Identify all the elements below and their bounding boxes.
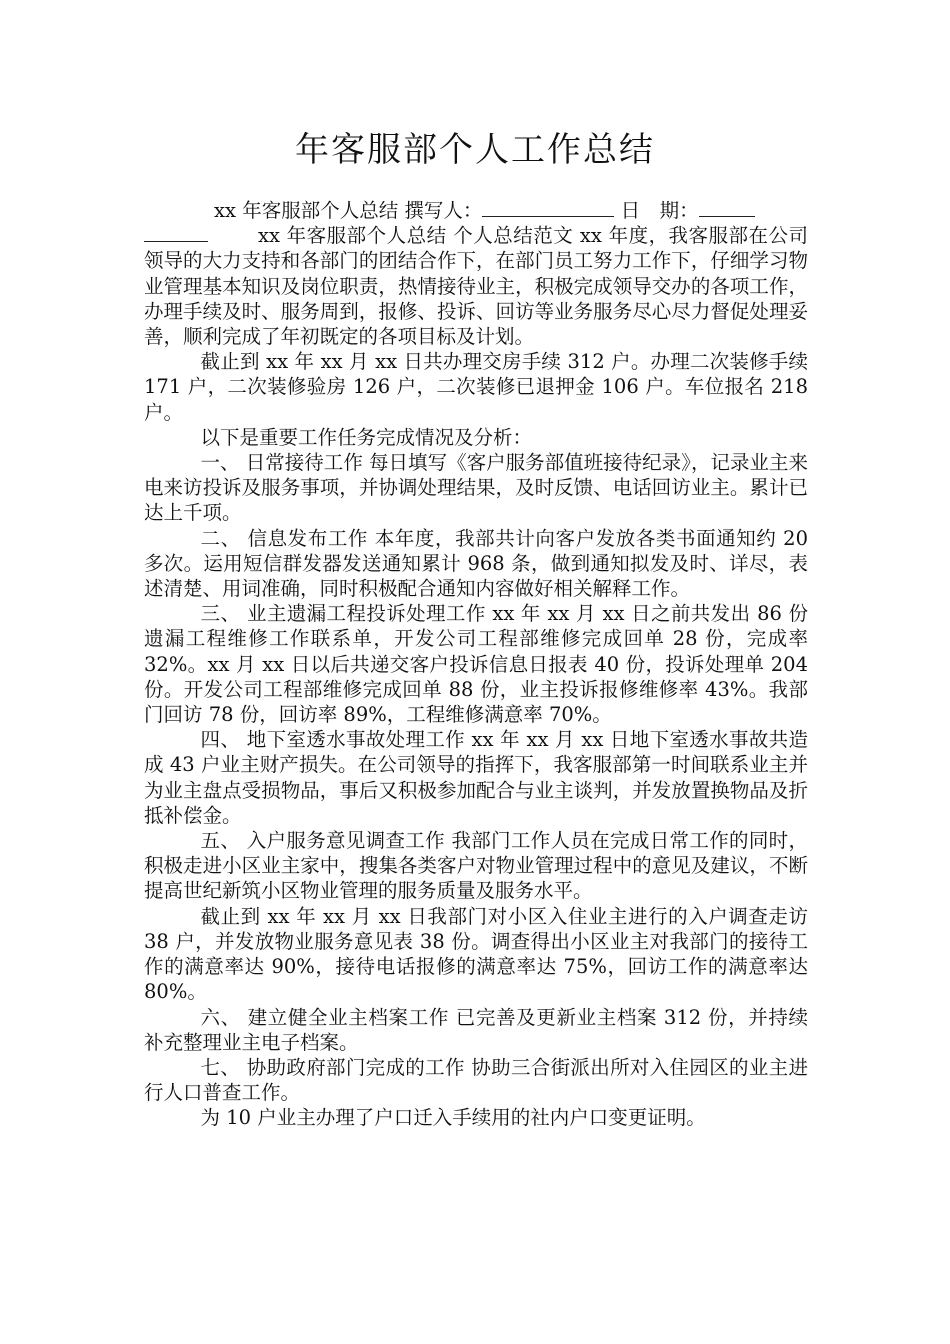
date-blank-continued: [144, 223, 208, 242]
paragraph-archives: 六、 建立健全业主档案工作 已完善及更新业主档案 312 份，并持续补充整理业主电子档案。: [144, 1005, 808, 1054]
date-label: 日 期：: [620, 199, 699, 222]
paragraph-survey-results: 截止到 xx 年 xx 月 xx 日我部门对小区入住业主进行的入户调查走访 38 户，并发放物业服务意见表 38 份。调查得出小区业主对我部门的接待工作的满意率达 90%，接待电话报修的满意率达 75%，回访工作的满意率达 80%。: [144, 904, 808, 1004]
document-title: 年客服部个人工作总结: [295, 130, 655, 170]
paragraph-analysis-intro: 以下是重要工作任务完成情况及分析：: [200, 425, 533, 449]
author-label: 撰写人：: [404, 199, 483, 222]
paragraph-survey: 五、 入户服务意见调查工作 我部门工作人员在完成日常工作的同时，积极走进小区业主家中，搜集各类客户对物业管理过程中的意见及建议，不断提高世纪新筑小区物业管理的服务质量及服务水平。: [144, 829, 808, 903]
date-blank: [699, 198, 755, 217]
document-body: [144, 198, 808, 1131]
paragraph-government: 七、 协助政府部门完成的工作 协助三合街派出所对入住园区的业主进行人口普查工作。: [144, 1055, 808, 1105]
intro-paragraph: [144, 223, 808, 349]
summary-label: xx 年客服部个人总结: [214, 199, 399, 222]
paragraph-notices: 二、 信息发布工作 本年度，我部共计向客户发放各类书面通知约 20 多次。运用短信群发器发送通知累计 968 条，做到通知拟发及时、详尽，表述清楚、用词准确，同时积极配合通知内容做好相关解释工作。: [144, 526, 808, 601]
paragraph-complaints: 三、 业主遗漏工程投诉处理工作 xx 年 xx 月 xx 日之前共发出 86 份遗漏工程维修工作联系单，开发公司工程部维修完成回单 28 份，完成率 32%。xx 月 xx 日以后共递交客户投诉信息日报表 40 份，投诉处理单 204 份。开发公司工程部维修完成回单 88 份，业主投诉报修维修率 43%。我部门回访 78 份，回访率 89%，工程维修满意率 70%。: [144, 602, 808, 727]
paragraph-flooding: 四、 地下室透水事故处理工作 xx 年 xx 月 xx 日地下室透水事故共造成 43 户业主财产损失。在公司领导的指挥下，我客服部第一时间联系业主并为业主盘点受损物品，事后又积极参加配合与业主谈判，并发放置换物品及折抵补偿金。: [144, 728, 808, 827]
author-blank: [482, 198, 614, 217]
intro-text: xx 年客服部个人总结 个人总结范文 xx 年度，我客服部在公司领导的大力支持和各部门的团结合作下，在部门员工努力工作下，仔细学习物业管理基本知识及岗位职责，热情接待业主，积极完成领导交办的各项工作，办理手续及时、服务周到，报修、投诉、回访等业务服务尽心尽力督促处理妥善，顺利完成了年初既定的各项目标及计划。: [144, 224, 808, 349]
header-line: [144, 198, 808, 223]
paragraph-handover: 截止到 xx 年 xx 月 xx 日共办理交房手续 312 户。办理二次装修手续 171 户，二次装修验房 126 户，二次装修已退押金 106 户。车位报名 218 户。: [144, 350, 808, 424]
paragraph-household: 为 10 户业主办理了户口迁入手续用的社内户口变更证明。: [200, 1106, 706, 1130]
paragraph-reception: 一、 日常接待工作 每日填写《客户服务部值班接待纪录》，记录业主来电来访投诉及服务事项，并协调处理结果，及时反馈、电话回访业主。累计已达上千项。: [144, 451, 808, 525]
